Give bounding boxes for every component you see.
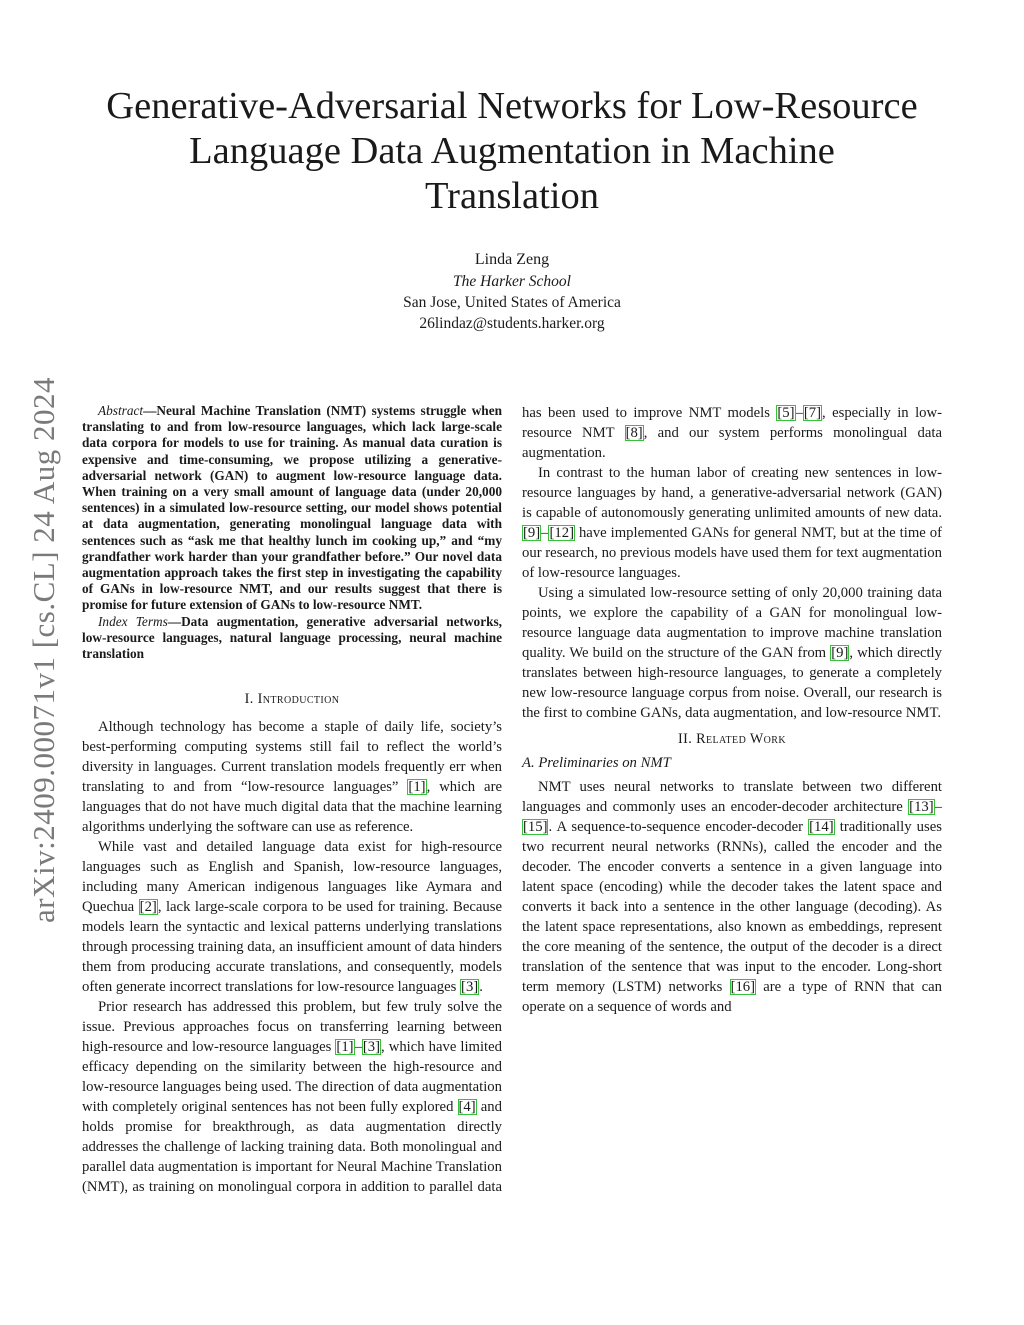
author-name: Linda Zeng (474, 251, 550, 268)
paragraph: Using a simulated low-resource setting of only 20,000 training data points, we explore the capability of a GAN for monolingual low-resource language data augmentation to improve machine translation quality. We build on the structure of the GAN from [9], which directly translates between high-resource languages, to generate a completely new low-resource language corpus from noise. Overall, our research is the first to combine GANs, data augmentation, and low-resource NMT. (522, 585, 942, 721)
citation-link[interactable]: [9] (523, 525, 541, 541)
index-terms-text: —Data augmentation, generative adversarial networks, low-resource languages, natural language processing, neural machine translation (82, 613, 502, 662)
citation-link[interactable]: [15] (523, 819, 548, 835)
author-block (260, 249, 764, 334)
subsection-heading-preliminaries: A. Preliminaries on NMT (522, 755, 671, 771)
citation-link[interactable]: [16] (730, 979, 756, 995)
citation-link[interactable]: [8] (625, 425, 643, 441)
index-terms (82, 614, 502, 663)
citation-link[interactable]: [12] (549, 525, 574, 541)
citation-link[interactable]: [5] (777, 405, 795, 421)
citation-link[interactable]: [14] (809, 819, 834, 835)
paragraph: NMT uses neural networks to translate between two different languages and commonly uses an encoder-decoder architecture [13]–[15]. A sequence-to-sequence encoder-decoder [14] traditionally uses two recurrent neural networks (RNNs), called the encoder and the decoder. The encoder converts a sentence in a given language into latent space (encoding) while the decoder takes the latent space and converts it back into a sentence in the other language (decoding). As the latent space representations, also known as embeddings, represent the core meaning of the sentence, the output of the decoder is a direct translation of the sentence that was input to the encoder. Long-short term memory (LSTM) networks [16] are a type of RNN that can operate on a sequence of words and (522, 779, 942, 1015)
title-line: Generative-Adversarial Networks for Low-Resource (106, 85, 918, 127)
citation-link[interactable]: [1] (408, 779, 426, 796)
paragraph: While vast and detailed language data exist for high-resource languages such as English and Spanish, low-resource languages, including many American indigenous languages like Aymara and Quechua [2], lack large-scale corpora to be used for training. Because models learn the syntactic and lexical patterns underlying translations through processing training data, an insufficient amount of data hinders them from producing accurate translations, and consequently, models often generate incorrect translations for low-resource languages [3]. (82, 839, 502, 996)
title-line: Language Data Augmentation in Machine (189, 130, 835, 172)
two-column-body (82, 403, 942, 1203)
abstract-label: Abstract (98, 403, 144, 418)
citation-link[interactable]: [3] (461, 979, 479, 996)
author-affiliation: The Harker School (453, 273, 571, 290)
citation-link[interactable]: [13] (909, 799, 934, 815)
paper-title (60, 84, 964, 219)
author-location: San Jose, United States of America (403, 294, 621, 311)
section-heading-related-work: II. Related Work (678, 731, 786, 747)
title-line: Translation (425, 175, 599, 217)
paragraph: Prior research has addressed this problem, but few truly solve the issue. Previous approaches focus on transferring learning between high-resource and low-resource languages [1]–[3], which have limited efficacy depending on the similarity between the high-resource and low-resource languages being used. The direction of data augmentation with completely original sentences has not been fully explored [4] and holds promise for breakthrough, as data augmentation directly addresses the challenge of lacking training data. Both monolingual and parallel data augmentation is important for Neural Machine Translation (NMT), as training on monolingual corpora in addition to parallel data has been used to improve NMT models [5]–[7], especially in low-resource NMT [8], and our system performs monolingual data augmentation. (82, 405, 942, 1196)
arxiv-identifier: arXiv:2409.00071v1 [cs.CL] 24 Aug 2024 (26, 377, 61, 923)
section-heading-introduction: I. Introduction (244, 691, 340, 708)
citation-link[interactable]: [2] (139, 899, 157, 916)
citation-link[interactable]: [3] (362, 1039, 381, 1056)
abstract-text: —Neural Machine Translation (NMT) systems struggle when translating to and from low-resource languages, which lack large-scale data corpora for models to use for training. As manual data curation is expensive and time-consuming, we propose utilizing a generative-adversarial network (GAN) to augment low-resource language data. When training on a very small amount of language data (under 20,000 sentences) in a simulated low-resource setting, our model shows potential at data augmentation, generating monolingual language data with sentences such as “ask me that healthy lunch im cooking up,” and “my grandfather work harder than your grandfather before.” Our novel data augmentation approach takes the first step in investigating the capability of GANs in low-resource NMT, and our results suggest that there is promise for future extension of GANs to low-resource NMT. (82, 403, 502, 613)
index-terms-label: Index Terms (98, 613, 168, 629)
paragraph: Although technology has become a staple of daily life, society’s best-performing computing systems still fail to reflect the world’s diversity in languages. Current translation models frequently err when translating to and from “low-resource languages” [1], which are languages that do not have much digital data that the machine learning algorithms underlying the software can use as reference. (82, 719, 502, 836)
author-email: 26lindaz@students.harker.org (419, 315, 605, 332)
abstract (82, 403, 502, 614)
citation-link[interactable]: [7] (803, 405, 821, 421)
paragraph: In contrast to the human labor of creating new sentences in low-resource languages by hand, a generative-adversarial network (GAN) is capable of autonomously generating unlimited amounts of new data. [9]–[12] have implemented GANs for general NMT, but at the time of our research, no previous models have used them for text augmentation of low-resource languages. (522, 465, 942, 581)
citation-link[interactable]: [4] (458, 1099, 476, 1116)
citation-link[interactable]: [1] (336, 1039, 354, 1056)
citation-link[interactable]: [9] (831, 645, 849, 661)
